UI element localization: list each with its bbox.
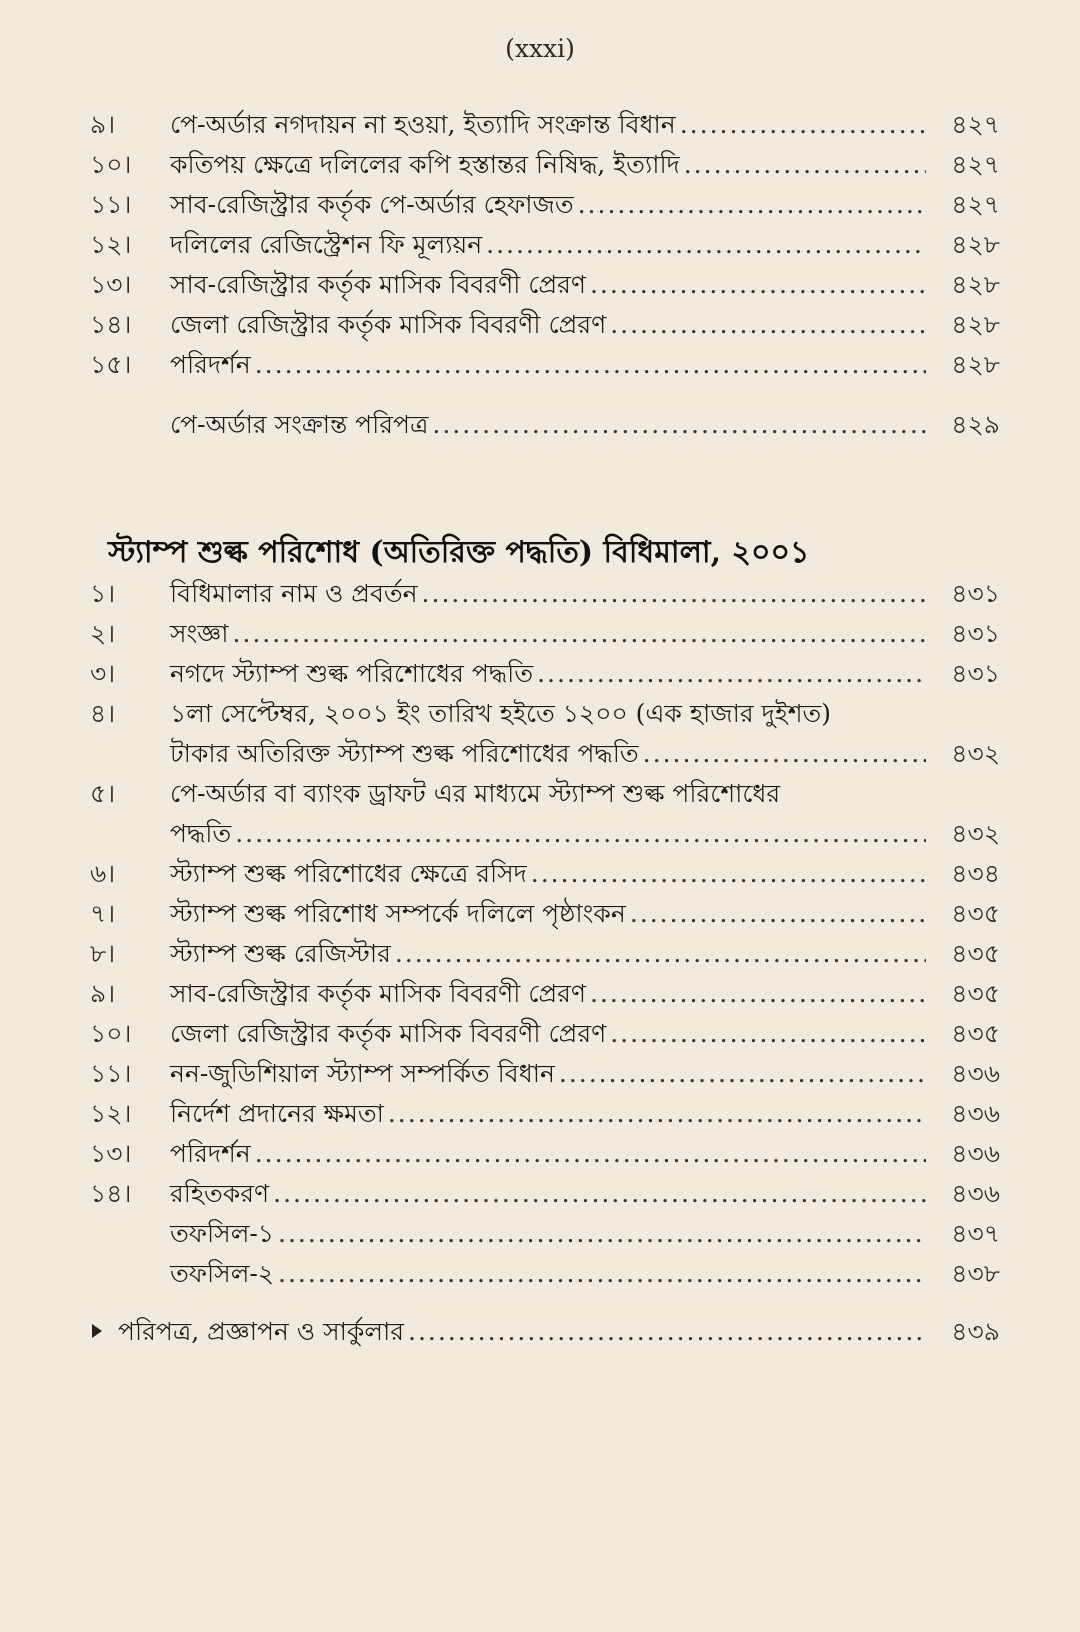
entry-title: রহিতকরণ <box>170 1179 270 1208</box>
entry-page: ৪৩৮ <box>951 1259 1000 1288</box>
entry-page: ৪৩১ <box>951 659 1000 688</box>
entry-number: ১৩। <box>90 270 132 299</box>
entry-title: স্ট্যাম্প শুল্ক রেজিস্টার <box>170 939 391 968</box>
entry-page: ৪৩৭ <box>951 1219 1000 1248</box>
entry-title: পরিদর্শন <box>170 350 251 379</box>
entry-number: ৩। <box>90 659 116 688</box>
toc-entry <box>90 225 1000 265</box>
dot-leader <box>559 1054 926 1094</box>
dot-leader <box>680 105 926 145</box>
toc-entry-multiline <box>90 694 1000 734</box>
entry-page: ৪২৭ <box>951 110 1000 139</box>
entry-title: পরিদর্শন <box>170 1139 251 1168</box>
dot-leader <box>537 654 926 694</box>
dot-leader <box>590 265 926 305</box>
entry-number: ১০। <box>90 150 132 179</box>
dot-leader <box>630 894 926 934</box>
entry-page: ৪২৭ <box>951 150 1000 179</box>
entry-title: বিধিমালার নাম ও প্রবর্তন <box>170 579 418 608</box>
toc-entry <box>90 614 1000 654</box>
toc-entry <box>90 265 1000 305</box>
dot-leader <box>531 854 926 894</box>
entry-page: ৪২৮ <box>951 350 1000 379</box>
entry-number: ৬। <box>90 859 116 888</box>
entry-number: ৭। <box>90 899 116 928</box>
entry-number: ১। <box>90 579 116 608</box>
entry-title: সাব-রেজিস্ট্রার কর্তৃক মাসিক বিবরণী প্রেরণ <box>170 270 586 299</box>
entry-title: সাব-রেজিস্ট্রার কর্তৃক পে-অর্ডার হেফাজত <box>170 190 574 219</box>
dot-leader <box>643 734 926 774</box>
dot-leader <box>408 1312 926 1352</box>
toc-entry <box>90 145 1000 185</box>
entry-title: তফসিল-২ <box>170 1259 275 1288</box>
entry-page: ৪৩২ <box>951 819 1000 848</box>
toc-entry-schedule <box>90 1254 1000 1294</box>
entry-title-line1: ১লা সেপ্টেম্বর, ২০০১ ইং তারিখ হইতে ১২০০ (এক হাজার দুইশত) <box>170 699 832 728</box>
dot-leader <box>235 814 926 854</box>
entry-title-line2: পদ্ধতি <box>170 819 232 848</box>
entry-page: ৪৩৬ <box>951 1099 1000 1128</box>
entry-number: ১২। <box>90 230 132 259</box>
entry-page: ৪৩৬ <box>951 1059 1000 1088</box>
toc-entry-continuation <box>90 814 1000 854</box>
toc-entry <box>90 1054 1000 1094</box>
dot-leader <box>422 574 926 614</box>
toc-entry <box>90 105 1000 145</box>
toc-entry-schedule <box>90 1214 1000 1254</box>
toc-entry <box>90 654 1000 694</box>
toc-entry <box>90 574 1000 614</box>
entry-page: ৪৩৫ <box>951 979 1000 1008</box>
entry-number: ৯। <box>90 110 116 139</box>
entry-number: ৮। <box>90 939 116 968</box>
entry-number: ১১। <box>90 190 132 219</box>
entry-title: তফসিল-১ <box>170 1219 274 1248</box>
toc-entry-multiline <box>90 774 1000 814</box>
toc-entry <box>90 1014 1000 1054</box>
toc-entry <box>90 934 1000 974</box>
dot-leader <box>578 185 926 225</box>
dot-leader <box>278 1214 926 1254</box>
dot-leader <box>590 974 926 1014</box>
entry-number: ১৪। <box>90 310 132 339</box>
entry-page: ৪৩৯ <box>951 1317 1000 1346</box>
entry-number: ১০। <box>90 1019 132 1048</box>
entry-page: ৪২৯ <box>951 410 1000 439</box>
toc-entry-continuation <box>90 734 1000 774</box>
entry-number: ৫। <box>90 779 116 808</box>
entry-title: কতিপয় ক্ষেত্রে দলিলের কপি হস্তান্তর নিষিদ্ধ, ইত্যাদি <box>170 150 680 179</box>
entry-page: ৪২৭ <box>951 190 1000 219</box>
entry-title-line2: টাকার অতিরিক্ত স্ট্যাম্প শুল্ক পরিশোধের পদ্ধতি <box>170 739 639 768</box>
entry-page: ৪৩৪ <box>951 859 1000 888</box>
entry-title: জেলা রেজিস্ট্রার কর্তৃক মাসিক বিবরণী প্রেরণ <box>170 1019 607 1048</box>
entry-title: পে-অর্ডার সংক্রান্ত পরিপত্র <box>170 410 429 439</box>
dot-leader <box>273 1174 926 1214</box>
entry-page: ৪৩৬ <box>951 1179 1000 1208</box>
dot-leader <box>388 1094 926 1134</box>
dot-leader <box>255 1134 926 1174</box>
section-heading: স্ট্যাম্প শুল্ক পরিশোধ (অতিরিক্ত পদ্ধতি) বিধিমালা, ২০০১ <box>108 535 810 570</box>
triangle-bullet-icon <box>92 1324 102 1338</box>
entry-page: ৪৩৫ <box>951 899 1000 928</box>
entry-title: দলিলের রেজিস্ট্রেশন ফি মূল্যয়ন <box>170 230 483 259</box>
toc-entry-circular <box>90 405 1000 445</box>
toc-entry <box>90 1094 1000 1134</box>
entry-page: ৪৩৬ <box>951 1139 1000 1168</box>
entry-title: জেলা রেজিস্ট্রার কর্তৃক মাসিক বিবরণী প্রেরণ <box>170 310 607 339</box>
toc-entry <box>90 1174 1000 1214</box>
entry-page: ৪২৮ <box>951 230 1000 259</box>
entry-title: স্ট্যাম্প শুল্ক পরিশোধ সম্পর্কে দলিলে পৃষ্ঠাংকন <box>170 899 626 928</box>
entry-page: ৪২৮ <box>951 310 1000 339</box>
entry-title: নির্দেশ প্রদানের ক্ষমতা <box>170 1099 384 1128</box>
entry-page: ৪৩৫ <box>951 939 1000 968</box>
dot-leader <box>486 225 926 265</box>
entry-title-line1: পে-অর্ডার বা ব্যাংক ড্রাফট এর মাধ্যমে স্ট্যাম্প শুল্ক পরিশোধের <box>170 779 781 808</box>
entry-title: সাব-রেজিস্ট্রার কর্তৃক মাসিক বিবরণী প্রেরণ <box>170 979 586 1008</box>
entry-page: ৪৩১ <box>951 619 1000 648</box>
page-number: (xxxi) <box>505 34 575 63</box>
dot-leader <box>684 145 926 185</box>
toc-entry <box>90 345 1000 385</box>
dot-leader <box>232 614 926 654</box>
entry-number: ৪। <box>90 699 116 728</box>
dot-leader <box>610 1014 926 1054</box>
toc-entry <box>90 854 1000 894</box>
dot-leader <box>432 405 926 445</box>
entry-page: ৪৩২ <box>951 739 1000 768</box>
toc-entry <box>90 185 1000 225</box>
entry-page: ৪৩৫ <box>951 1019 1000 1048</box>
entry-number: ১৫। <box>90 350 132 379</box>
dot-leader <box>278 1254 926 1294</box>
entry-number: ১৩। <box>90 1139 132 1168</box>
entry-number: ১২। <box>90 1099 132 1128</box>
entry-title: পরিপত্র, প্রজ্ঞাপন ও সার্কুলার <box>118 1317 405 1346</box>
dot-leader <box>395 934 926 974</box>
toc-entry <box>90 1134 1000 1174</box>
entry-number: ১১। <box>90 1059 132 1088</box>
entry-number: ২। <box>90 619 116 648</box>
entry-number: ১৪। <box>90 1179 132 1208</box>
entry-title: স্ট্যাম্প শুল্ক পরিশোধের ক্ষেত্রে রসিদ <box>170 859 527 888</box>
toc-entry <box>90 305 1000 345</box>
entry-page: ৪২৮ <box>951 270 1000 299</box>
toc-entry <box>90 894 1000 934</box>
entry-title: নন-জুডিশিয়াল স্ট্যাম্প সম্পর্কিত বিধান <box>170 1059 555 1088</box>
entry-number: ৯। <box>90 979 116 1008</box>
entry-title: সংজ্ঞা <box>170 619 229 648</box>
toc-entry <box>90 974 1000 1014</box>
dot-leader <box>255 345 926 385</box>
entry-page: ৪৩১ <box>951 579 1000 608</box>
dot-leader <box>610 305 926 345</box>
entry-title: নগদে স্ট্যাম্প শুল্ক পরিশোধের পদ্ধতি <box>170 659 534 688</box>
toc-entry-circulars <box>92 1312 1000 1352</box>
entry-title: পে-অর্ডার নগদায়ন না হওয়া, ইত্যাদি সংক্রান্ত বিধান <box>170 110 676 139</box>
